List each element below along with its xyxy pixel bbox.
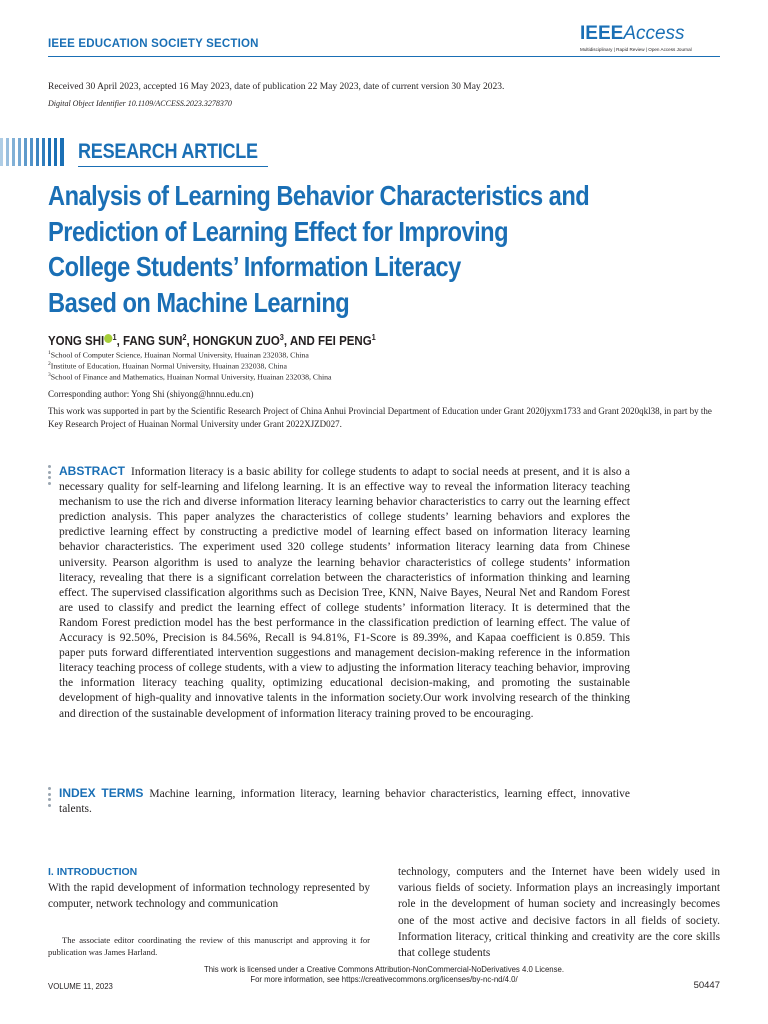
title-line: Based on Machine Learning [48, 286, 350, 318]
index-terms-label: INDEX TERMS [59, 786, 144, 800]
affiliation-marker: 1 [371, 333, 376, 342]
affiliation-number: 1 [48, 350, 51, 356]
page-number: 50447 [693, 980, 720, 991]
author-name: , HONGKUN ZUO [186, 334, 280, 349]
title-line: College Students’ Information Literacy [48, 251, 461, 282]
banner-stripes-graphic [0, 138, 66, 166]
author-name: YONG SHI [48, 334, 105, 349]
article-type-banner [0, 136, 280, 168]
logo-tagline: Multidisciplinary | Rapid Review | Open Access Journal [580, 47, 692, 52]
affiliation-marker: 1 [112, 333, 117, 342]
affiliation [48, 372, 332, 382]
index-terms [59, 786, 630, 817]
abstract-label: ABSTRACT [59, 464, 125, 478]
article-type: RESEARCH ARTICLE [78, 140, 258, 163]
intro-paragraph-right: technology, computers and the Internet have been widely used in various fields of society. Information plays an increasingly important role in the development of human society and increasingly becomes one of the most active and decisive factors in all fields of society. Information literacy, critical thinking and creativity are the core skills that college students [398, 866, 720, 960]
section-label: IEEE EDUCATION SOCIETY SECTION [48, 38, 259, 50]
logo-access-text: Access [623, 23, 685, 44]
header-divider [48, 56, 720, 57]
intro-paragraph-left: With the rapid development of information technology represented by computer, network technology and communication [48, 882, 370, 911]
title-line: Analysis of Learning Behavior Characteristics and [48, 180, 590, 211]
affiliation-text: School of Finance and Mathematics, Huainan Normal University, Huainan 232038, China [50, 372, 332, 382]
author-name: , AND FEI PENG [283, 334, 372, 349]
index-terms-dots-marker [48, 787, 52, 809]
section-heading: I. INTRODUCTION [48, 866, 138, 878]
banner-underline [78, 166, 268, 167]
affiliation [48, 350, 309, 360]
affiliation-text: Institute of Education, Huainan Normal University, Huainan 232038, China [50, 361, 287, 371]
abstract-text: Information literacy is a basic ability for college students to adapt to social needs at present, and it is also a necessary quality for self-learning and lifelong learning. It is an effective way to reveal the information literacy teaching mechanism to use the rich and diverse information literacy learning behavior characteristics to carry out the learning effect prediction analysis. This paper analyzes the characteristics of college students’ learning behaviors and explores the predictive learning effect by constructing a predictive model of learning effect based on information literacy learning behavior characteristics. The experiment used 320 college students’ information literacy learning data from Chinese university. Pearson algorithm is used to analyze the learning behavior characteristics of college students’ information literacy, revealing that there is a significant correlation between the characteristics of information thinking and learning effect. The supervised classification algorithms such as Decision Tree, KNN, Naive Bayes, Neural Net and Random Forest are used to classify and predict the learning effect of college students’ information literacy. It is determined that the Random Forest prediction model has the best performance in the classification prediction of learning effect. The value of Accuracy is 92.50%, Precision is 84.56%, Recall is 94.81%, F1-Score is 89.39%, and Kapaa coefficient is 0.859. This paper puts forward differentiated intervention suggestions and management decision-making reference in the information literacy teaching process of college students, with a view to adjusting the information literacy teaching behavior, improving the information literacy teaching quality, optimizing educational decision-making, and promoting the sustainable development of high-quality and innovative talents in the information society.Our work involving research of the thinking and direction of the sustainable development of information literacy training proved to be encouraging. [59, 466, 630, 720]
doi: Digital Object Identifier 10.1109/ACCESS.2023.3278370 [48, 99, 232, 108]
affiliation-number: 3 [48, 372, 51, 378]
license-notice [0, 965, 768, 985]
title-line: Prediction of Learning Effect for Improving [48, 215, 509, 247]
corresponding-author: Corresponding author: Yong Shi (shiyong@hnnu.edu.cn) [48, 389, 254, 399]
footnote-text: The associate editor coordinating the review of this manuscript and approving it for publication was James Harland. [48, 935, 370, 957]
ieee-access-logo [580, 24, 720, 52]
orcid-icon[interactable] [104, 334, 112, 343]
received-dates: Received 30 April 2023, accepted 16 May 2023, date of publication 22 May 2023, date of current version 30 May 2023. [48, 82, 505, 92]
editor-footnote [48, 935, 370, 958]
affiliation [48, 361, 287, 371]
author-list [48, 333, 376, 348]
author-name: , FANG SUN [116, 334, 183, 349]
abstract [59, 464, 630, 722]
affiliation-text: School of Computer Science, Huainan Normal University, Huainan 232038, China [50, 350, 309, 360]
license-link[interactable]: For more information, see https://creativecommons.org/licenses/by-nc-nd/4.0/ [250, 975, 518, 984]
volume-label: VOLUME 11, 2023 [48, 982, 113, 991]
funding-statement: This work was supported in part by the Scientific Research Project of China Anhui Provincial Department of Education under Grant 2020jyxm1733 and Grant 2020qkl38, in part by the Key Research Project of Huainan Normal University under Grant 2022XJZD027. [48, 406, 712, 429]
logo-ieee-text: IEEE [580, 23, 624, 44]
license-line: This work is licensed under a Creative Commons Attribution-NonCommercial-NoDerivatives 4.0 License. [203, 965, 565, 974]
left-column [48, 864, 370, 912]
affiliation-number: 2 [48, 361, 51, 367]
index-terms-text: Machine learning, information literacy, learning behavior characteristics, learning effect, innovative talents. [59, 788, 630, 816]
affiliation-marker: 2 [182, 333, 187, 342]
paper-title [48, 178, 598, 320]
abstract-dots-marker [48, 465, 52, 487]
affiliation-marker: 3 [279, 333, 284, 342]
